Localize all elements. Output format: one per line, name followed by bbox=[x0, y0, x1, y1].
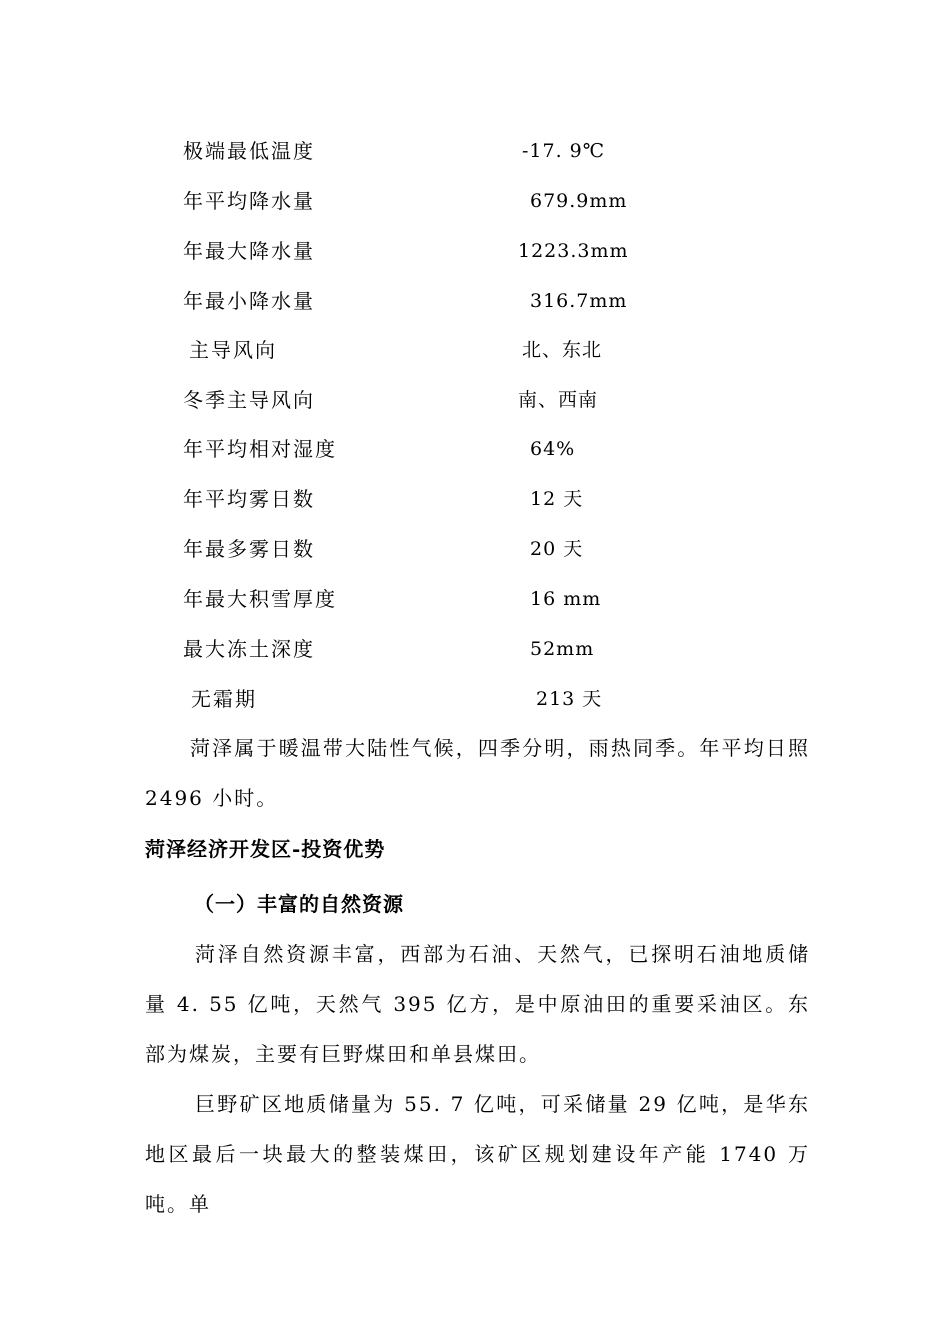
row-value: 64% bbox=[530, 438, 576, 460]
table-row bbox=[0, 186, 950, 216]
table-row bbox=[0, 534, 950, 564]
subsection-heading: （一）丰富的自然资源 bbox=[194, 892, 404, 916]
row-label: 最大冻土深度 bbox=[183, 637, 315, 661]
resource-paragraph: 巨野矿区地质储量为 55. 7 亿吨，可采储量 29 亿吨，是华东地区最后一块最大的整装煤田，该矿区规划建设年产能 1740 万吨。单 bbox=[145, 1092, 810, 1216]
row-label: 年最大积雪厚度 bbox=[183, 587, 337, 611]
row-value: -17. 9℃ bbox=[522, 140, 606, 162]
row-value: 20 天 bbox=[530, 538, 584, 560]
table-row bbox=[0, 434, 950, 464]
row-label: 年平均相对湿度 bbox=[183, 437, 337, 461]
resource-paragraph: 菏泽自然资源丰富，西部为石油、天然气，已探明石油地质储量 4. 55 亿吨，天然气 395 亿方，是中原油田的重要采油区。东部为煤炭，主要有巨野煤田和单县煤田。 bbox=[145, 942, 810, 1066]
table-row bbox=[0, 286, 950, 316]
row-value: 12 天 bbox=[530, 488, 584, 510]
climate-paragraph: 菏泽属于暖温带大陆性气候，四季分明，雨热同季。年平均日照 2496 小时。 bbox=[145, 736, 810, 810]
row-label: 年最多雾日数 bbox=[183, 537, 315, 561]
table-row bbox=[0, 584, 950, 614]
table-row bbox=[0, 136, 950, 166]
section-heading: 菏泽经济开发区-投资优势 bbox=[145, 837, 386, 861]
row-value: 16 mm bbox=[530, 588, 602, 610]
row-label: 主导风向 bbox=[189, 338, 277, 362]
row-label: 年平均雾日数 bbox=[183, 487, 315, 511]
table-row bbox=[0, 634, 950, 664]
row-value: 北、东北 bbox=[522, 339, 603, 361]
row-label: 年平均降水量 bbox=[183, 189, 315, 213]
row-value: 316.7mm bbox=[530, 290, 628, 312]
row-value: 南、西南 bbox=[518, 389, 599, 411]
row-value: 679.9mm bbox=[530, 190, 628, 212]
row-label: 无霜期 bbox=[191, 687, 257, 711]
table-row bbox=[0, 484, 950, 514]
table-row bbox=[0, 385, 950, 415]
row-label: 冬季主导风向 bbox=[183, 388, 315, 412]
table-row bbox=[0, 335, 950, 365]
row-label: 极端最低温度 bbox=[183, 139, 315, 163]
row-value: 52mm bbox=[530, 638, 595, 660]
table-row bbox=[0, 236, 950, 266]
row-value: 213 天 bbox=[536, 688, 603, 710]
row-label: 年最小降水量 bbox=[183, 289, 315, 313]
row-label: 年最大降水量 bbox=[183, 239, 315, 263]
row-value: 1223.3mm bbox=[518, 240, 629, 262]
table-row bbox=[0, 684, 950, 714]
